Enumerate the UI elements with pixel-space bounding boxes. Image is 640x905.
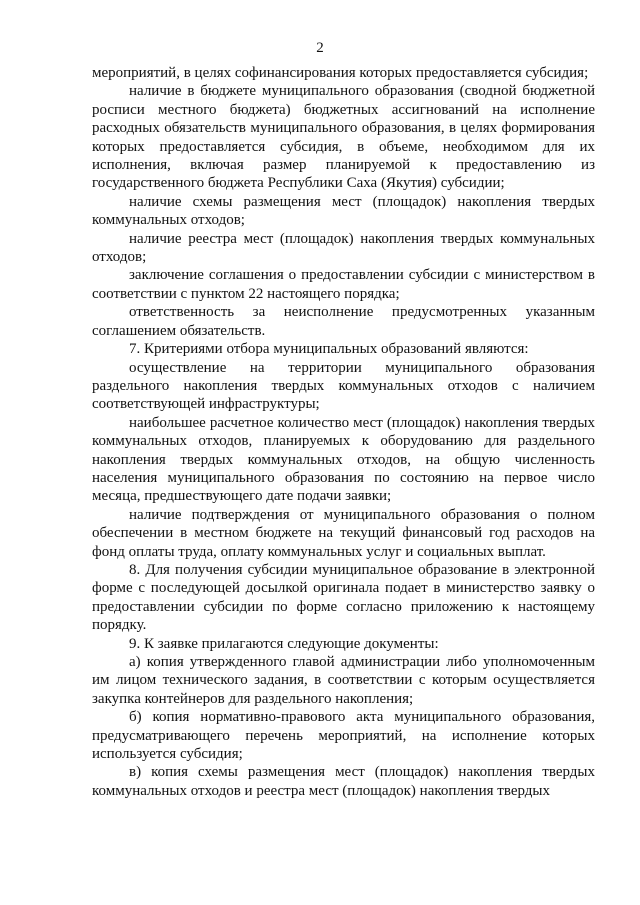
paragraph: осуществление на территории муниципального образования раздельного накопления твердых коммунальных отходов с наличием соответствующей инфраструктуры; (92, 359, 595, 413)
paragraph: 9. К заявке прилагаются следующие документы: (129, 635, 439, 652)
paragraph: наибольшее расчетное количество мест (площадок) накопления твердых коммунальных отходов, планируемых к оборудованию для раздельного накопления твердых коммунальных отходов, на общую численность населения муниципального образования по состоянию на первое число месяца, предшествующего дате подачи заявки; (92, 414, 595, 505)
paragraph: наличие схемы размещения мест (площадок) накопления твердых коммунальных отходов; (92, 193, 595, 229)
paragraph: мероприятий, в целях софинансирования которых предоставляется субсидия; (92, 65, 589, 81)
paragraph: 8. Для получения субсидии муниципальное образование в электронной форме с последующей досылкой оригинала подает в министерство заявку о предоставлении субсидии по форме согласно приложению к настоящему порядку. (92, 561, 595, 634)
paragraph: ответственность за неисполнение предусмотренных указанным соглашением обязательств. (92, 304, 595, 339)
paragraph: наличие подтверждения от муниципального образования о полном обеспечении в местном бюджете на текущий финансовый год расходов на фонд оплаты труда, оплату коммунальных услуг и социальных выплат. (92, 506, 595, 560)
paragraph: 7. Критериями отбора муниципальных образований являются: (129, 341, 529, 358)
paragraph: заключение соглашения о предоставлении субсидии с министерством в соответствии с пунктом 22 настоящего порядка; (92, 267, 595, 302)
paragraph: а) копия утвержденного главой администрации либо уполномоченным им лицом технического задания, в соответствии с которым осуществляется закупка контейнеров для раздельного накопления; (92, 654, 595, 707)
paragraph: наличие в бюджете муниципального образования (сводной бюджетной росписи местного бюджета) бюджетных ассигнований на исполнение расходных обязательств муниципального образования, в целях формирования которых предоставляется субсидия, в объеме, необходимом для их исполнения, включая размер планируемой к предоставлению из государственного бюджета Республики Саха (Якутия) субсидии; (92, 83, 595, 192)
document-body (92, 64, 595, 800)
paragraph: в) копия схемы размещения мест (площадок) накопления твердых коммунальных отходов и реестра мест (площадок) накопления твердых (92, 764, 595, 799)
paragraph: наличие реестра мест (площадок) накопления твердых коммунальных отходов; (92, 230, 595, 266)
page-number: 2 (316, 40, 324, 56)
paragraph: б) копия нормативно-правового акта муниципального образования, предусматривающего перечень мероприятий, на исполнение которых используется субсидия; (92, 709, 595, 763)
